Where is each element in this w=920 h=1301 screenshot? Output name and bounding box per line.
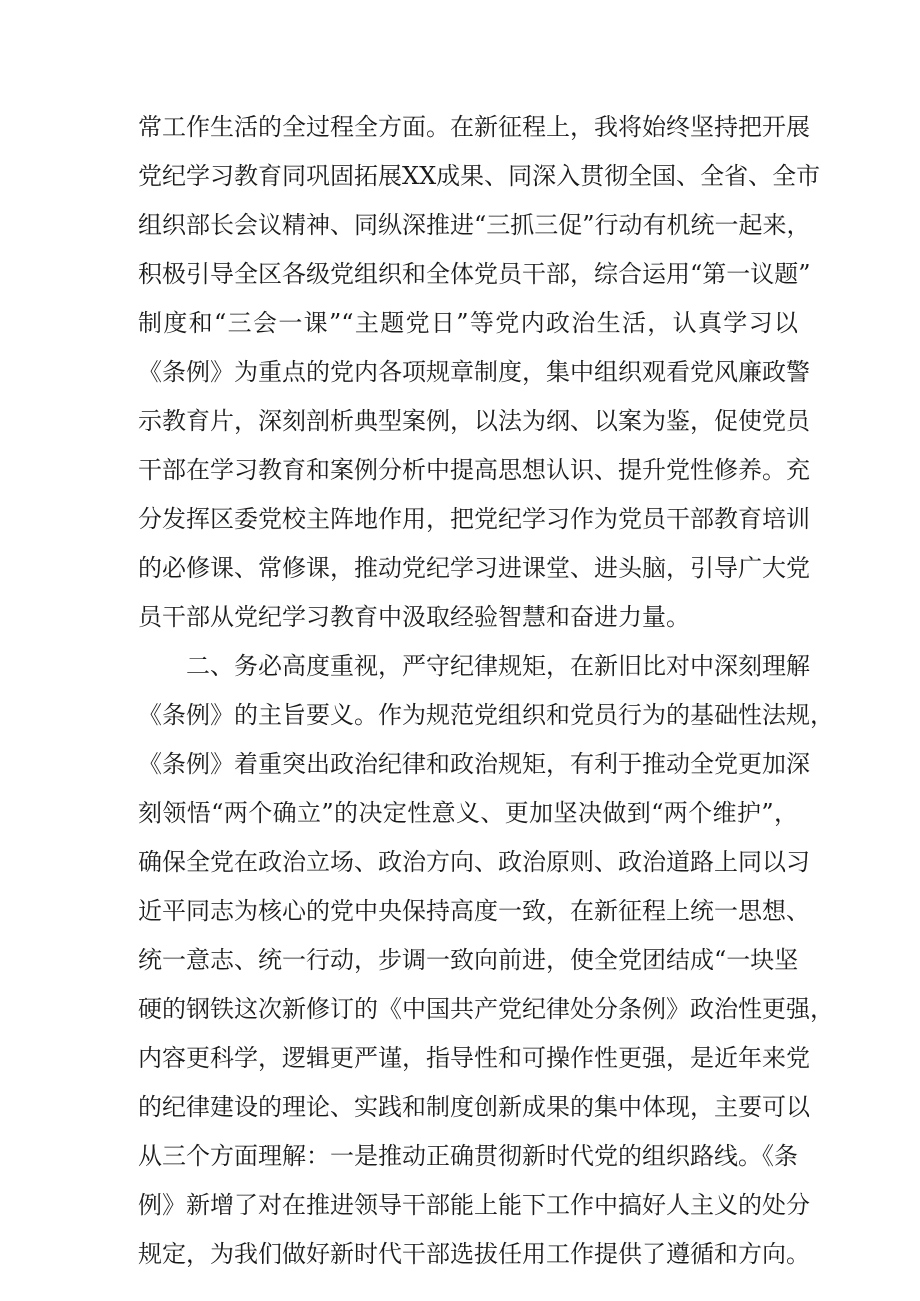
text-line: 制度和“三会一课”“主题党日”等党内政治生活，认真学习以 <box>138 309 798 337</box>
text-line: 近平同志为核心的党中央保持高度一致，在新征程上统一思想、 <box>138 897 810 925</box>
text-line: 硬的钢铁这次新修订的《中国共产党纪律处分条例》政治性更强， <box>138 995 834 1023</box>
text-line: 分发挥区委党校主阵地作用，把党纪学习作为党员干部教育培训 <box>138 505 810 533</box>
text-line: 的纪律建设的理论、实践和制度创新成果的集中体现，主要可以 <box>138 1093 810 1121</box>
text-line: 例》新增了对在推进领导干部能上能下工作中搞好人主义的处分 <box>138 1191 810 1219</box>
text-line: 刻领悟“两个确立”的决定性意义、更加坚决做到“两个维护”， <box>138 799 798 827</box>
text-line: 规定，为我们做好新时代干部选拔任用工作提供了遵循和方向。 <box>138 1240 810 1268</box>
text-line: 党纪学习教育同巩固拓展XX成果、同深入贯彻全国、全省、全市 <box>138 162 821 190</box>
text-line: 从三个方面理解：一是推动正确贯彻新时代党的组织路线。《条 <box>138 1142 798 1170</box>
text-line: 《条例》着重突出政治纪律和政治规矩，有利于推动全党更加深 <box>138 750 810 778</box>
text-line: 《条例》为重点的党内各项规章制度，集中组织观看党风廉政警 <box>138 358 810 386</box>
text-line: 员干部从党纪学习教育中汲取经验智慧和奋进力量。 <box>138 603 690 631</box>
text-line: 确保全党在政治立场、政治方向、政治原则、政治道路上同以习 <box>138 848 810 876</box>
text-line: 《条例》的主旨要义。作为规范党组织和党员行为的基础性法规， <box>138 701 834 729</box>
text-line: 示教育片，深刻剖析典型案例，以法为纲、以案为鉴，促使党员 <box>138 407 810 435</box>
text-line: 常工作生活的全过程全方面。在新征程上，我将始终坚持把开展 <box>138 113 810 141</box>
text-line: 组织部长会议精神、同纵深推进“三抓三促”行动有机统一起来， <box>138 211 811 239</box>
text-line: 干部在学习教育和案例分析中提高思想认识、提升党性修养。充 <box>138 456 810 484</box>
text-line: 统一意志、统一行动，步调一致向前进，使全党团结成“一块坚 <box>138 946 799 974</box>
text-line: 的必修课、常修课，推动党纪学习进课堂、进头脑，引导广大党 <box>138 554 810 582</box>
text-line: 内容更科学，逻辑更严谨，指导性和可操作性更强，是近年来党 <box>138 1044 810 1072</box>
text-line: 二、务必高度重视，严守纪律规矩，在新旧比对中深刻理解 <box>186 652 810 680</box>
text-line: 积极引导全区各级党组织和全体党员干部，综合运用“第一议题” <box>138 260 811 288</box>
